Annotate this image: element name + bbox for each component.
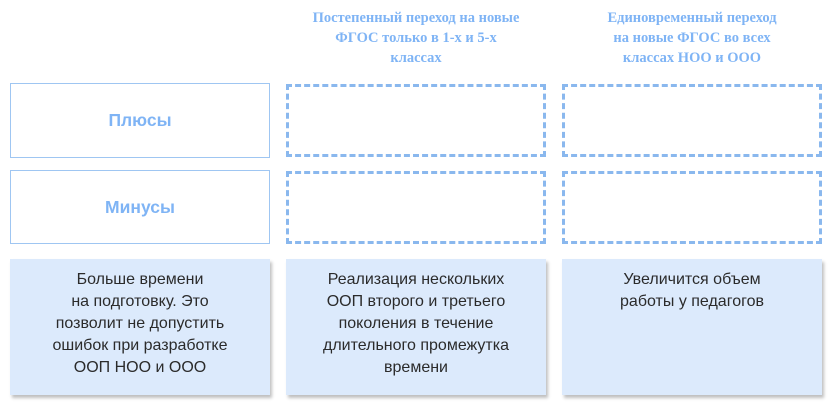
column-header-line: ФГОС только в 1-х и 5-х [335,30,497,46]
draggable-card-workload[interactable] [562,259,822,395]
draggable-card-several-programs[interactable] [286,259,546,395]
card-text-line: на подготовку. Это [71,293,209,310]
column-header-line: на новые ФГОС во всех [613,30,771,46]
row-label-text: Минусы [105,196,175,217]
card-text-line: ООП второго и третьего [326,293,506,310]
column-header-gradual-transition [283,8,549,68]
card-text-line: Увеличится объем [623,271,761,288]
drop-zone-pros-gradual[interactable] [286,84,546,157]
card-text-line: работы у педагогов [620,293,764,310]
card-text-line: времени [384,359,448,376]
column-header-line: классах [390,50,442,66]
column-header-line: Единовременный переход [607,10,777,26]
column-header-line: классах НОО и ООО [622,50,762,66]
card-text-line: длительного промежутка [323,337,509,354]
card-text-line: поколения в течение [338,315,494,332]
card-text-line: ошибок при разработке [52,337,228,354]
column-header-line: Постепенный переход на новые [312,10,520,26]
card-text-line: Реализация нескольких [327,271,505,288]
draggable-card-more-time[interactable] [10,259,270,395]
drop-zone-pros-simultaneous[interactable] [562,84,822,157]
row-label-text: Плюсы [108,110,172,130]
card-text-line: Больше времени [76,271,204,288]
row-label-pros [10,83,270,158]
drop-zone-cons-gradual[interactable] [286,171,546,244]
drop-zone-cons-simultaneous[interactable] [562,171,822,244]
column-header-simultaneous-transition [559,8,825,68]
card-text-line: ООП НОО и ООО [73,359,207,376]
row-label-cons [10,170,270,244]
card-text-line: позволит не допустить [55,315,225,332]
